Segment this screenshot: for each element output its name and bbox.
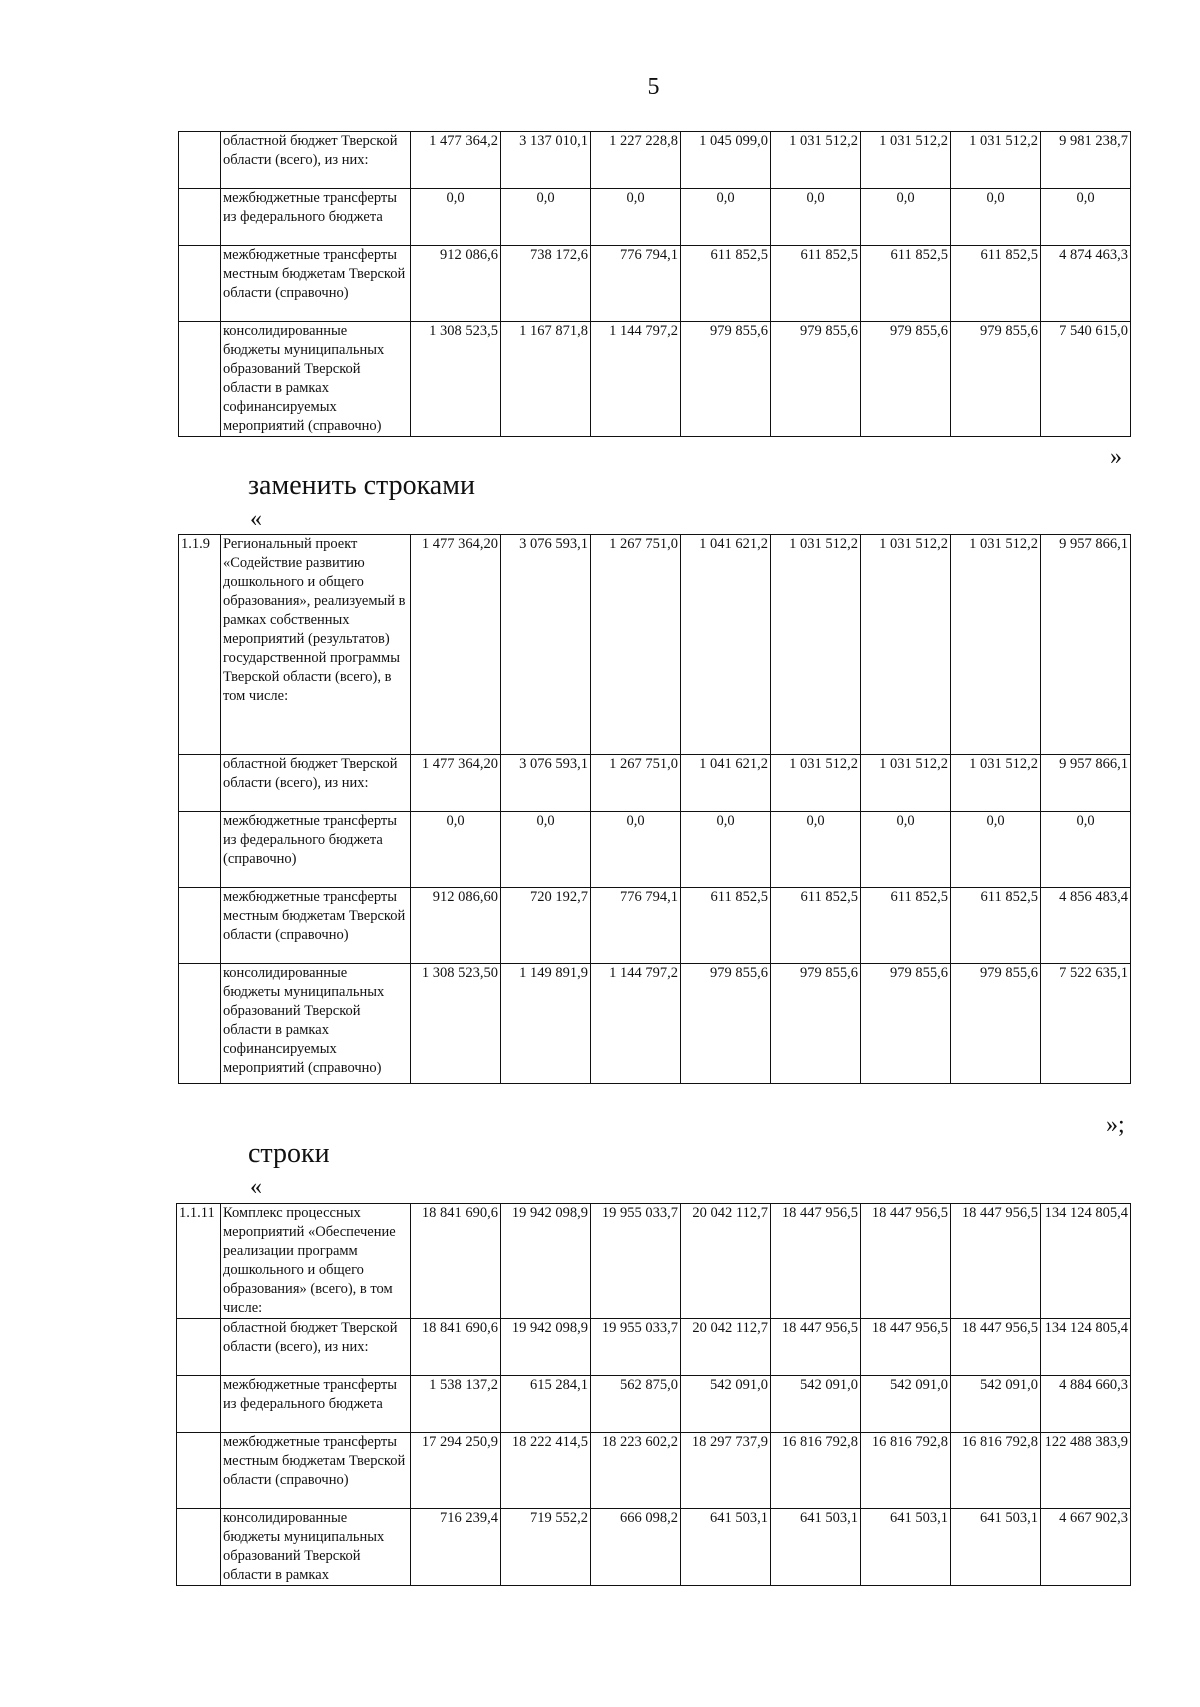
value-cell: 979 855,6 [681,322,771,437]
section-heading-replace: заменить строками [248,470,475,501]
table-row [179,888,1131,964]
table-row [177,1204,1131,1319]
value-cell: 611 852,5 [951,246,1041,322]
value-cell: 1 308 523,50 [411,964,501,1084]
value-cell: 1 167 871,8 [501,322,591,437]
row-label: областной бюджет Тверской области (всего), из них: [221,1319,411,1376]
table-row [179,322,1131,437]
row-label: консолидированные бюджеты муниципальных образований Тверской области в рамках софинансируемых мероприятий (справочно) [221,322,411,437]
value-cell: 1 149 891,9 [501,964,591,1084]
value-cell: 542 091,0 [681,1376,771,1433]
table-row [179,189,1131,246]
value-cell: 18 447 956,5 [861,1204,951,1319]
row-code [179,888,221,964]
row-code: 1.1.11 [177,1204,221,1319]
value-cell: 912 086,6 [411,246,501,322]
value-cell: 0,0 [591,812,681,888]
value-cell: 18 447 956,5 [771,1204,861,1319]
value-cell: 979 855,6 [951,322,1041,437]
row-code [179,189,221,246]
value-cell: 0,0 [951,189,1041,246]
value-cell: 1 031 512,2 [771,535,861,755]
value-cell-total: 4 856 483,4 [1041,888,1131,964]
value-cell: 776 794,1 [591,246,681,322]
value-cell: 611 852,5 [681,246,771,322]
table-row [179,535,1131,755]
value-cell: 3 076 593,1 [501,755,591,812]
value-cell-total: 4 874 463,3 [1041,246,1131,322]
value-cell: 1 041 621,2 [681,755,771,812]
row-label: межбюджетные трансферты местным бюджетам Тверской области (справочно) [221,888,411,964]
value-cell: 18 841 690,6 [411,1204,501,1319]
row-code [179,755,221,812]
value-cell: 720 192,7 [501,888,591,964]
value-cell: 1 031 512,2 [771,755,861,812]
value-cell: 19 955 033,7 [591,1319,681,1376]
value-cell: 979 855,6 [771,964,861,1084]
budget-table-rows [176,1203,1131,1586]
value-cell: 1 045 099,0 [681,132,771,189]
value-cell: 0,0 [411,812,501,888]
table-row [177,1433,1131,1509]
value-cell: 0,0 [771,189,861,246]
table-row [179,755,1131,812]
value-cell: 0,0 [951,812,1041,888]
table-row [179,812,1131,888]
value-cell: 776 794,1 [591,888,681,964]
row-label: межбюджетные трансферты местным бюджетам Тверской области (справочно) [221,1433,411,1509]
section-heading-rows: строки [248,1138,330,1169]
value-cell-total: 0,0 [1041,812,1131,888]
value-cell: 0,0 [501,189,591,246]
value-cell: 611 852,5 [861,246,951,322]
table-row [177,1319,1131,1376]
value-cell-total: 134 124 805,4 [1041,1319,1131,1376]
table-row [177,1376,1131,1433]
row-label: межбюджетные трансферты из федерального бюджета (справочно) [221,812,411,888]
value-cell: 16 816 792,8 [861,1433,951,1509]
opening-quote: « [250,1174,262,1200]
value-cell: 1 477 364,20 [411,535,501,755]
closing-quote-semicolon: »; [1106,1112,1125,1138]
value-cell: 18 841 690,6 [411,1319,501,1376]
row-label: межбюджетные трансферты местным бюджетам Тверской области (справочно) [221,246,411,322]
closing-quote: » [1110,444,1122,470]
value-cell: 1 267 751,0 [591,535,681,755]
value-cell: 611 852,5 [861,888,951,964]
row-label: межбюджетные трансферты из федерального бюджета [221,1376,411,1433]
value-cell: 0,0 [861,812,951,888]
value-cell: 18 447 956,5 [951,1319,1041,1376]
row-label: консолидированные бюджеты муниципальных образований Тверской области в рамках [221,1509,411,1586]
value-cell: 0,0 [771,812,861,888]
value-cell: 738 172,6 [501,246,591,322]
table-row [179,246,1131,322]
row-label: Комплекс процессных мероприятий «Обеспечение реализации программ дошкольного и общего образования» (всего), в том числе: [221,1204,411,1319]
row-code [177,1509,221,1586]
budget-table-original [178,131,1131,437]
value-cell: 1 031 512,2 [771,132,861,189]
table-row [179,132,1131,189]
value-cell: 1 267 751,0 [591,755,681,812]
value-cell: 641 503,1 [771,1509,861,1586]
row-code [177,1319,221,1376]
table-row [177,1509,1131,1586]
value-cell: 979 855,6 [861,964,951,1084]
value-cell: 716 239,4 [411,1509,501,1586]
value-cell: 542 091,0 [951,1376,1041,1433]
value-cell: 19 942 098,9 [501,1204,591,1319]
page-number: 5 [647,74,660,100]
value-cell: 542 091,0 [861,1376,951,1433]
value-cell: 18 297 737,9 [681,1433,771,1509]
value-cell: 611 852,5 [951,888,1041,964]
value-cell: 19 955 033,7 [591,1204,681,1319]
value-cell: 1 031 512,2 [861,755,951,812]
row-code [177,1376,221,1433]
value-cell: 641 503,1 [681,1509,771,1586]
row-code [179,964,221,1084]
value-cell: 0,0 [591,189,681,246]
value-cell: 1 227 228,8 [591,132,681,189]
value-cell: 1 308 523,5 [411,322,501,437]
value-cell: 17 294 250,9 [411,1433,501,1509]
row-code: 1.1.9 [179,535,221,755]
table-row [179,964,1131,1084]
value-cell: 0,0 [681,189,771,246]
row-label: областной бюджет Тверской области (всего), из них: [221,132,411,189]
value-cell-total: 4 667 902,3 [1041,1509,1131,1586]
row-label: областной бюджет Тверской области (всего), из них: [221,755,411,812]
value-cell: 562 875,0 [591,1376,681,1433]
value-cell: 16 816 792,8 [951,1433,1041,1509]
value-cell: 979 855,6 [771,322,861,437]
value-cell-total: 7 540 615,0 [1041,322,1131,437]
value-cell: 18 223 602,2 [591,1433,681,1509]
value-cell: 0,0 [411,189,501,246]
value-cell: 641 503,1 [861,1509,951,1586]
value-cell: 0,0 [681,812,771,888]
value-cell: 18 447 956,5 [951,1204,1041,1319]
value-cell: 1 041 621,2 [681,535,771,755]
value-cell: 979 855,6 [681,964,771,1084]
value-cell: 611 852,5 [771,888,861,964]
value-cell-total: 134 124 805,4 [1041,1204,1131,1319]
opening-quote: « [250,506,262,532]
value-cell: 666 098,2 [591,1509,681,1586]
value-cell: 719 552,2 [501,1509,591,1586]
value-cell: 641 503,1 [951,1509,1041,1586]
value-cell: 1 477 364,2 [411,132,501,189]
value-cell: 1 031 512,2 [951,132,1041,189]
value-cell: 3 076 593,1 [501,535,591,755]
value-cell-total: 7 522 635,1 [1041,964,1131,1084]
value-cell: 19 942 098,9 [501,1319,591,1376]
row-label: межбюджетные трансферты из федерального бюджета [221,189,411,246]
value-cell: 20 042 112,7 [681,1319,771,1376]
value-cell: 1 538 137,2 [411,1376,501,1433]
value-cell-total: 122 488 383,9 [1041,1433,1131,1509]
row-label: консолидированные бюджеты муниципальных образований Тверской области в рамках софинансируемых мероприятий (справочно) [221,964,411,1084]
value-cell-total: 9 981 238,7 [1041,132,1131,189]
value-cell: 1 144 797,2 [591,964,681,1084]
value-cell-total: 9 957 866,1 [1041,535,1131,755]
value-cell: 1 031 512,2 [951,535,1041,755]
row-code [179,132,221,189]
row-code [177,1433,221,1509]
value-cell: 912 086,60 [411,888,501,964]
value-cell: 611 852,5 [771,246,861,322]
value-cell: 542 091,0 [771,1376,861,1433]
value-cell: 1 144 797,2 [591,322,681,437]
value-cell: 3 137 010,1 [501,132,591,189]
row-code [179,246,221,322]
budget-table-replacement [178,534,1131,1084]
value-cell: 18 222 414,5 [501,1433,591,1509]
value-cell-total: 9 957 866,1 [1041,755,1131,812]
value-cell-total: 4 884 660,3 [1041,1376,1131,1433]
value-cell: 18 447 956,5 [771,1319,861,1376]
value-cell: 979 855,6 [861,322,951,437]
value-cell: 1 477 364,20 [411,755,501,812]
value-cell: 979 855,6 [951,964,1041,1084]
row-code [179,812,221,888]
value-cell: 1 031 512,2 [861,535,951,755]
value-cell: 0,0 [861,189,951,246]
row-label: Региональный проект «Содействие развитию дошкольного и общего образования», реализуемый в рамках собственных мероприятий (результатов) государственной программы Тверской области (всего), в том числе: [221,535,411,755]
row-code [179,322,221,437]
value-cell: 615 284,1 [501,1376,591,1433]
value-cell: 1 031 512,2 [951,755,1041,812]
value-cell: 0,0 [501,812,591,888]
value-cell: 611 852,5 [681,888,771,964]
value-cell: 18 447 956,5 [861,1319,951,1376]
value-cell-total: 0,0 [1041,189,1131,246]
value-cell: 16 816 792,8 [771,1433,861,1509]
value-cell: 1 031 512,2 [861,132,951,189]
value-cell: 20 042 112,7 [681,1204,771,1319]
